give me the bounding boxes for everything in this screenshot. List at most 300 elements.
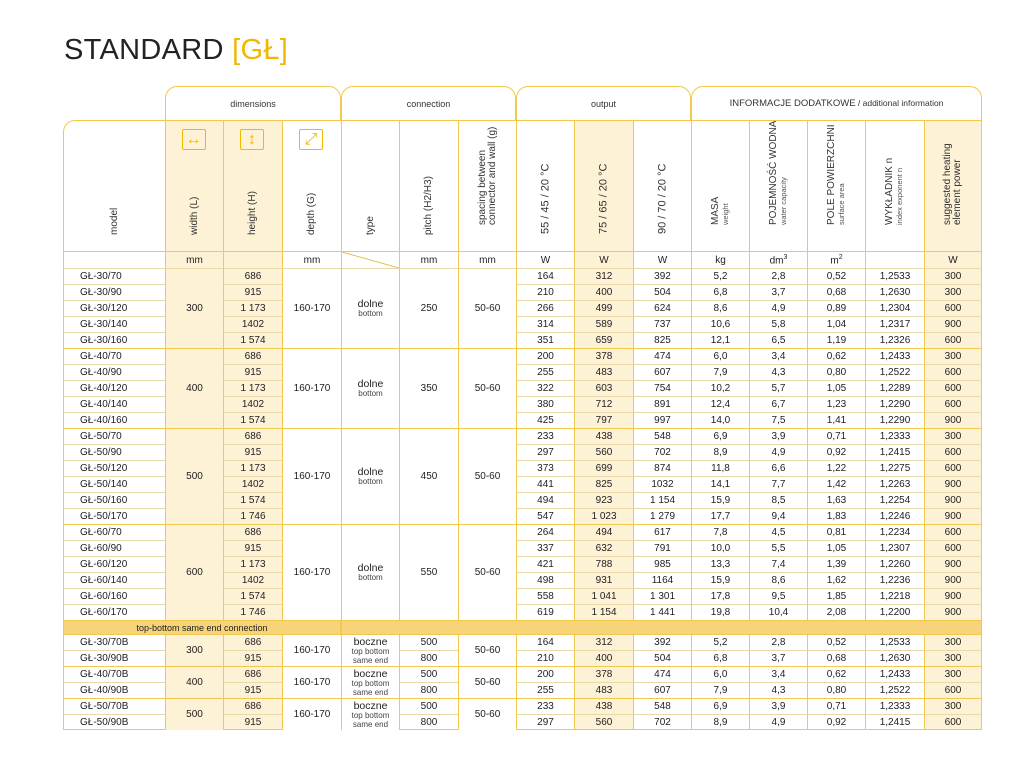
output-55: 380 <box>516 396 574 412</box>
connection-type <box>341 698 399 730</box>
output-75: 923 <box>574 492 633 508</box>
type-label-en: top bottom <box>351 710 390 720</box>
output-55: 322 <box>516 380 574 396</box>
mass-value: 6,9 <box>691 698 749 714</box>
col-type: type <box>341 120 399 251</box>
surface-area-value: 1,63 <box>807 492 865 508</box>
water-capacity-value: 3,9 <box>749 428 807 444</box>
model-name: GŁ-50/90B <box>63 714 165 730</box>
exponent-value: 1,2290 <box>865 396 924 412</box>
model-name: GŁ-50/90 <box>63 444 165 460</box>
output-90: 1 279 <box>633 508 691 524</box>
output-55: 297 <box>516 444 574 460</box>
type-label-pl: dolne <box>357 562 384 574</box>
connection-type <box>341 666 399 698</box>
water-capacity-value: 3,9 <box>749 698 807 714</box>
water-capacity-value: 8,6 <box>749 572 807 588</box>
connection-type <box>341 524 399 620</box>
type-label-pl: dolne <box>357 298 384 310</box>
water-capacity-value: 4,5 <box>749 524 807 540</box>
col-heating-power: suggested heating element power <box>924 120 982 251</box>
width-value: 300 <box>165 268 223 348</box>
pitch-value: 500 <box>399 698 458 714</box>
water-capacity-value: 7,7 <box>749 476 807 492</box>
height-value: 915 <box>223 364 282 380</box>
col-exponent: WYKŁADNIK n index exponent n <box>865 120 924 251</box>
heating-power-value: 600 <box>924 300 982 316</box>
pitch-value: 250 <box>399 268 458 348</box>
mass-value: 10,2 <box>691 380 749 396</box>
output-90: 754 <box>633 380 691 396</box>
model-name: GŁ-40/140 <box>63 396 165 412</box>
output-90: 504 <box>633 284 691 300</box>
height-value: 1 173 <box>223 300 282 316</box>
surface-area-value: 1,41 <box>807 412 865 428</box>
table-row <box>63 698 982 714</box>
heating-power-value: 900 <box>924 572 982 588</box>
unit-out3: W <box>633 251 691 268</box>
surface-area-value: 2,08 <box>807 604 865 620</box>
heating-power-value: 600 <box>924 444 982 460</box>
exponent-value: 1,2236 <box>865 572 924 588</box>
model-name: GŁ-50/140 <box>63 476 165 492</box>
spec-table <box>63 86 982 730</box>
surface-area-value: 1,62 <box>807 572 865 588</box>
depth-value: 160-170 <box>282 524 341 620</box>
type-label-en: same end <box>352 687 389 697</box>
exponent-value: 1,2533 <box>865 634 924 650</box>
output-75: 797 <box>574 412 633 428</box>
spacing-value: 50-60 <box>458 524 516 620</box>
width-value: 400 <box>165 666 223 698</box>
mass-value: 17,7 <box>691 508 749 524</box>
height-value: 1 173 <box>223 460 282 476</box>
exponent-value: 1,2218 <box>865 588 924 604</box>
output-55: 200 <box>516 666 574 682</box>
model-name: GŁ-30/90B <box>63 650 165 666</box>
exponent-value: 1,2415 <box>865 444 924 460</box>
surface-area-value: 1,04 <box>807 316 865 332</box>
water-capacity-value: 10,4 <box>749 604 807 620</box>
output-75: 312 <box>574 268 633 284</box>
mass-value: 7,9 <box>691 682 749 698</box>
unit-water: $dm^3$ <box>749 251 807 268</box>
height-value: 1 746 <box>223 604 282 620</box>
height-value: 686 <box>223 348 282 364</box>
col-height: ↕ height (H) <box>223 120 282 251</box>
heating-power-value: 300 <box>924 666 982 682</box>
mass-value: 14,1 <box>691 476 749 492</box>
output-55: 264 <box>516 524 574 540</box>
unit-depth: mm <box>282 251 341 268</box>
output-75: 483 <box>574 364 633 380</box>
depth-value: 160-170 <box>282 698 341 730</box>
spacing-value: 50-60 <box>458 634 516 666</box>
exponent-value: 1,2433 <box>865 348 924 364</box>
depth-value: 160-170 <box>282 666 341 698</box>
connection-type <box>341 428 399 524</box>
vertical-arrows-icon: ↕ <box>240 129 264 150</box>
output-55: 351 <box>516 332 574 348</box>
exponent-value: 1,2630 <box>865 284 924 300</box>
type-label-en: top bottom <box>351 678 390 688</box>
exponent-value: 1,2254 <box>865 492 924 508</box>
surface-area-value: 0,92 <box>807 714 865 730</box>
output-75: 603 <box>574 380 633 396</box>
heating-power-value: 300 <box>924 650 982 666</box>
mass-value: 8,6 <box>691 300 749 316</box>
height-value: 686 <box>223 428 282 444</box>
depth-value: 160-170 <box>282 428 341 524</box>
model-name: GŁ-40/90B <box>63 682 165 698</box>
depth-value: 160-170 <box>282 634 341 666</box>
height-value: 915 <box>223 682 282 698</box>
type-label-en: same end <box>352 719 389 729</box>
height-value: 915 <box>223 650 282 666</box>
spacing-value: 50-60 <box>458 698 516 730</box>
model-name: GŁ-60/170 <box>63 604 165 620</box>
surface-area-value: 0,81 <box>807 524 865 540</box>
group-dimensions: dimensions <box>165 86 341 120</box>
water-capacity-value: 3,7 <box>749 650 807 666</box>
output-75: 483 <box>574 682 633 698</box>
exponent-value: 1,2522 <box>865 682 924 698</box>
model-name: GŁ-50/120 <box>63 460 165 476</box>
height-value: 915 <box>223 284 282 300</box>
mass-value: 6,0 <box>691 666 749 682</box>
mass-value: 11,8 <box>691 460 749 476</box>
surface-area-value: 1,05 <box>807 380 865 396</box>
table-row <box>63 524 982 540</box>
exponent-value: 1,2415 <box>865 714 924 730</box>
output-90: 607 <box>633 364 691 380</box>
output-75: 378 <box>574 348 633 364</box>
water-capacity-value: 6,5 <box>749 332 807 348</box>
col-pitch: pitch (H2/H3) <box>399 120 458 251</box>
output-90: 997 <box>633 412 691 428</box>
surface-area-value: 0,52 <box>807 268 865 284</box>
water-capacity-value: 6,7 <box>749 396 807 412</box>
output-55: 255 <box>516 364 574 380</box>
heating-power-value: 300 <box>924 284 982 300</box>
exponent-value: 1,2290 <box>865 412 924 428</box>
col-mass: MASA weight <box>691 120 749 251</box>
water-capacity-value: 5,7 <box>749 380 807 396</box>
heating-power-value: 600 <box>924 380 982 396</box>
model-name: GŁ-30/160 <box>63 332 165 348</box>
width-value: 500 <box>165 698 223 730</box>
type-label-en: bottom <box>358 573 383 582</box>
output-55: 425 <box>516 412 574 428</box>
output-90: 791 <box>633 540 691 556</box>
surface-area-value: 0,80 <box>807 682 865 698</box>
water-capacity-value: 5,5 <box>749 540 807 556</box>
exponent-value: 1,2333 <box>865 698 924 714</box>
surface-area-value: 0,71 <box>807 428 865 444</box>
height-value: 1 173 <box>223 556 282 572</box>
separator-fill <box>341 620 982 634</box>
heating-power-value: 600 <box>924 332 982 348</box>
surface-area-value: 0,68 <box>807 650 865 666</box>
output-55: 558 <box>516 588 574 604</box>
exponent-value: 1,2630 <box>865 650 924 666</box>
output-55: 210 <box>516 284 574 300</box>
mass-value: 7,9 <box>691 364 749 380</box>
output-90: 985 <box>633 556 691 572</box>
model-name: GŁ-30/70 <box>63 268 165 284</box>
col-surface-area: POLE POWIERZCHNI surface area <box>807 120 865 251</box>
water-capacity-value: 4,3 <box>749 364 807 380</box>
output-90: 737 <box>633 316 691 332</box>
mass-value: 19,8 <box>691 604 749 620</box>
surface-area-value: 0,71 <box>807 698 865 714</box>
output-90: 504 <box>633 650 691 666</box>
output-75: 659 <box>574 332 633 348</box>
heating-power-value: 600 <box>924 524 982 540</box>
unit-width: mm <box>165 251 223 268</box>
exponent-value: 1,2234 <box>865 524 924 540</box>
type-label-pl: boczne <box>353 635 388 648</box>
surface-area-value: 0,52 <box>807 634 865 650</box>
heating-power-value: 900 <box>924 316 982 332</box>
heating-power-value: 300 <box>924 634 982 650</box>
spacing-value: 50-60 <box>458 666 516 698</box>
mass-value: 8,9 <box>691 714 749 730</box>
height-value: 686 <box>223 268 282 284</box>
mass-value: 6,0 <box>691 348 749 364</box>
exponent-value: 1,2307 <box>865 540 924 556</box>
spacing-value: 50-60 <box>458 268 516 348</box>
output-55: 494 <box>516 492 574 508</box>
pitch-value: 800 <box>399 650 458 666</box>
output-55: 441 <box>516 476 574 492</box>
output-90: 607 <box>633 682 691 698</box>
exponent-value: 1,2304 <box>865 300 924 316</box>
output-90: 891 <box>633 396 691 412</box>
unit-out2: W <box>574 251 633 268</box>
heating-power-value: 600 <box>924 540 982 556</box>
exponent-value: 1,2522 <box>865 364 924 380</box>
height-value: 915 <box>223 714 282 730</box>
height-value: 1 574 <box>223 332 282 348</box>
model-name: GŁ-40/90 <box>63 364 165 380</box>
output-75: 560 <box>574 444 633 460</box>
output-55: 619 <box>516 604 574 620</box>
spacing-value: 50-60 <box>458 348 516 428</box>
exponent-value: 1,2326 <box>865 332 924 348</box>
output-90: 1 301 <box>633 588 691 604</box>
height-value: 686 <box>223 666 282 682</box>
surface-area-value: 0,80 <box>807 364 865 380</box>
separator-label: top-bottom same end connection <box>63 620 341 634</box>
model-name: GŁ-50/70B <box>63 698 165 714</box>
unit-mass: kg <box>691 251 749 268</box>
type-label-en: top bottom <box>351 646 390 656</box>
heating-power-value: 600 <box>924 682 982 698</box>
mass-value: 7,8 <box>691 524 749 540</box>
output-55: 498 <box>516 572 574 588</box>
model-name: GŁ-60/120 <box>63 556 165 572</box>
water-capacity-value: 2,8 <box>749 268 807 284</box>
unit-pitch: mm <box>399 251 458 268</box>
model-name: GŁ-40/120 <box>63 380 165 396</box>
model-name: GŁ-50/70 <box>63 428 165 444</box>
type-label-en: bottom <box>358 477 383 486</box>
heating-power-value: 900 <box>924 604 982 620</box>
mass-value: 10,0 <box>691 540 749 556</box>
height-value: 686 <box>223 698 282 714</box>
water-capacity-value: 7,5 <box>749 412 807 428</box>
output-90: 702 <box>633 444 691 460</box>
water-capacity-value: 9,4 <box>749 508 807 524</box>
mass-value: 12,1 <box>691 332 749 348</box>
water-capacity-value: 6,6 <box>749 460 807 476</box>
output-55: 164 <box>516 634 574 650</box>
height-value: 1402 <box>223 476 282 492</box>
output-55: 337 <box>516 540 574 556</box>
heating-power-value: 900 <box>924 412 982 428</box>
connection-type <box>341 268 399 348</box>
surface-area-value: 1,85 <box>807 588 865 604</box>
exponent-value: 1,2260 <box>865 556 924 572</box>
heating-power-value: 300 <box>924 348 982 364</box>
output-75: 632 <box>574 540 633 556</box>
heating-power-value: 300 <box>924 428 982 444</box>
height-value: 1 574 <box>223 588 282 604</box>
table-row <box>63 428 982 444</box>
model-name: GŁ-40/70 <box>63 348 165 364</box>
height-value: 1402 <box>223 572 282 588</box>
output-55: 421 <box>516 556 574 572</box>
heating-power-value: 300 <box>924 268 982 284</box>
model-name: GŁ-30/120 <box>63 300 165 316</box>
mass-value: 8,9 <box>691 444 749 460</box>
output-55: 266 <box>516 300 574 316</box>
height-value: 1 574 <box>223 412 282 428</box>
output-90: 1 154 <box>633 492 691 508</box>
width-value: 600 <box>165 524 223 620</box>
output-90: 1032 <box>633 476 691 492</box>
heating-power-value: 900 <box>924 508 982 524</box>
surface-area-value: 1,19 <box>807 332 865 348</box>
output-55: 373 <box>516 460 574 476</box>
heating-power-value: 300 <box>924 698 982 714</box>
pitch-value: 450 <box>399 428 458 524</box>
height-value: 1 746 <box>223 508 282 524</box>
output-75: 400 <box>574 650 633 666</box>
output-90: 392 <box>633 634 691 650</box>
output-90: 1164 <box>633 572 691 588</box>
spacing-value: 50-60 <box>458 428 516 524</box>
heating-power-value: 600 <box>924 364 982 380</box>
width-value: 500 <box>165 428 223 524</box>
type-label-en: bottom <box>358 389 383 398</box>
model-name: GŁ-60/140 <box>63 572 165 588</box>
water-capacity-value: 3,4 <box>749 348 807 364</box>
output-75: 712 <box>574 396 633 412</box>
unit-out1: W <box>516 251 574 268</box>
col-depth: ⤢ depth (G) <box>282 120 341 251</box>
type-label-pl: dolne <box>357 466 384 478</box>
surface-area-value: 0,62 <box>807 348 865 364</box>
output-75: 1 023 <box>574 508 633 524</box>
output-90: 624 <box>633 300 691 316</box>
water-capacity-value: 7,4 <box>749 556 807 572</box>
output-75: 1 154 <box>574 604 633 620</box>
water-capacity-value: 9,5 <box>749 588 807 604</box>
output-75: 589 <box>574 316 633 332</box>
unit-surface: $m^2$ <box>807 251 865 268</box>
mass-value: 6,9 <box>691 428 749 444</box>
exponent-value: 1,2317 <box>865 316 924 332</box>
group-connection: connection <box>341 86 516 120</box>
heating-power-value: 600 <box>924 396 982 412</box>
unit-spacing: mm <box>458 251 516 268</box>
output-55: 164 <box>516 268 574 284</box>
output-55: 314 <box>516 316 574 332</box>
output-75: 378 <box>574 666 633 682</box>
mass-value: 6,8 <box>691 284 749 300</box>
heating-power-value: 900 <box>924 492 982 508</box>
exponent-value: 1,2533 <box>865 268 924 284</box>
group-additional-info: INFORMACJE DODATKOWE / additional information <box>691 86 982 120</box>
model-name: GŁ-40/70B <box>63 666 165 682</box>
surface-area-value: 1,42 <box>807 476 865 492</box>
output-75: 699 <box>574 460 633 476</box>
connection-type <box>341 634 399 666</box>
water-capacity-value: 3,4 <box>749 666 807 682</box>
output-90: 474 <box>633 666 691 682</box>
water-capacity-value: 2,8 <box>749 634 807 650</box>
output-90: 474 <box>633 348 691 364</box>
surface-area-value: 0,62 <box>807 666 865 682</box>
col-water-capacity: POJEMNOŚĆ WODNA water capacity <box>749 120 807 251</box>
height-value: 686 <box>223 524 282 540</box>
output-90: 702 <box>633 714 691 730</box>
mass-value: 17,8 <box>691 588 749 604</box>
page-title: STANDARD [GŁ] <box>64 34 289 66</box>
output-75: 931 <box>574 572 633 588</box>
pitch-value: 500 <box>399 634 458 650</box>
output-75: 825 <box>574 476 633 492</box>
type-label-en: bottom <box>358 309 383 318</box>
type-label-pl: dolne <box>357 378 384 390</box>
mass-value: 6,8 <box>691 650 749 666</box>
height-value: 686 <box>223 634 282 650</box>
height-value: 1 173 <box>223 380 282 396</box>
height-value: 1402 <box>223 396 282 412</box>
model-name: GŁ-30/140 <box>63 316 165 332</box>
output-55: 547 <box>516 508 574 524</box>
surface-area-value: 0,89 <box>807 300 865 316</box>
output-90: 825 <box>633 332 691 348</box>
width-value: 300 <box>165 634 223 666</box>
col-output-75: 75 / 65 / 20 °C <box>574 120 633 251</box>
type-label-en: same end <box>352 655 389 665</box>
surface-area-value: 0,92 <box>807 444 865 460</box>
type-label-pl: boczne <box>353 667 388 680</box>
height-value: 915 <box>223 540 282 556</box>
exponent-value: 1,2433 <box>865 666 924 682</box>
water-capacity-value: 4,9 <box>749 714 807 730</box>
surface-area-value: 1,22 <box>807 460 865 476</box>
water-capacity-value: 4,3 <box>749 682 807 698</box>
output-55: 210 <box>516 650 574 666</box>
exponent-value: 1,2289 <box>865 380 924 396</box>
width-value: 400 <box>165 348 223 428</box>
type-label-pl: boczne <box>353 699 388 712</box>
col-output-55: 55 / 45 / 20 °C <box>516 120 574 251</box>
